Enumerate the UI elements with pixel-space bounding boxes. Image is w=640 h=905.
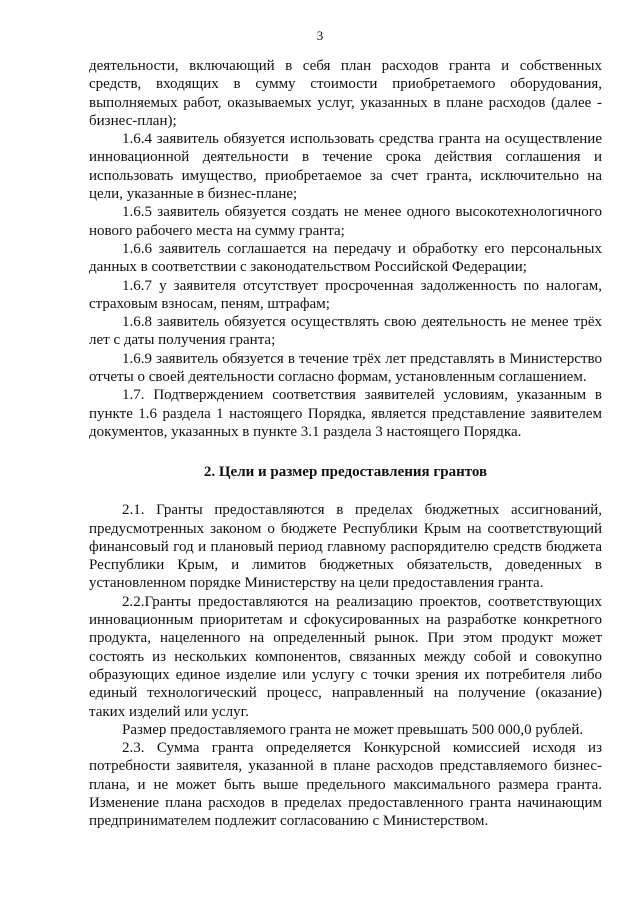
paragraph-1-6-4: 1.6.4 заявитель обязуется использовать средства гранта на осуществление инновационной деятельности в течение срока действия соглашения и использовать имущество, приобретаемое за счет гранта, исключительно на цели, указанные в бизнес-плане; bbox=[89, 131, 602, 203]
paragraph-1-7: 1.7. Подтверждением соответствия заявителей условиям, указанным в пункте 1.6 раздела 1 настоящего Порядка, является представление заявителем документов, указанных в пункте 3.1 раздела 3 настоящего Порядка. bbox=[89, 387, 602, 440]
paragraph-1-6-7: 1.6.7 у заявителя отсутствует просроченная задолженность по налогам, страховым взносам, пеням, штрафам; bbox=[89, 277, 602, 312]
paragraph-2-1: 2.1. Гранты предоставляются в пределах бюджетных ассигнований, предусмотренных законом о бюджете Республики Крым на соответствующий финансовый год и плановый период главному распорядителю средств бюджета Республики Крым, и лимитов бюджетных обязательств, доведенных в установленном порядке Министерству на цели предоставления гранта. bbox=[89, 502, 602, 592]
paragraph-2-2: 2.2.Гранты предоставляются на реализацию проектов, соответствующих инновационным приоритетам и сфокусированных на разработке конкретного продукта, нацеленного на определенный рынок. При этом продукт может состоять из нескольких компонентов, связанных между собой и совокупно образующих единое изделие или услугу с точки зрения их потребителя либо единый технологический процесс, направленный на получение (оказание) таких изделий или услуг. bbox=[89, 593, 602, 720]
paragraph-1-6-6: 1.6.6 заявитель соглашается на передачу и обработку его персональных данных в соответствии с законодательством Российской Федерации; bbox=[89, 240, 602, 276]
paragraph-1-6-8: 1.6.8 заявитель обязуется осуществлять свою деятельность не менее трёх лет с даты получения гранта; bbox=[89, 314, 602, 349]
paragraph-grant-size: Размер предоставляемого гранта не может превышать 500 000,0 рублей. bbox=[122, 721, 584, 738]
paragraph-2-3: 2.3. Сумма гранта определяется Конкурсной комиссией исходя из потребности заявителя, указанной в плане расходов представляемого бизнес-плана, и не может быть выше предельного максимального размера гранта. Изменение плана расходов в пределах предоставленного гранта начинающим предпринимателем подлежит согласованию с Министерством. bbox=[89, 740, 602, 830]
paragraph-1-6-9: 1.6.9 заявитель обязуется в течение трёх лет представлять в Министерство отчеты о своей деятельности согласно формам, установленным соглашением. bbox=[89, 350, 602, 386]
section-heading: 2. Цели и размер предоставления грантов bbox=[203, 464, 488, 481]
paragraph-1-6-5: 1.6.5 заявитель обязуется создать не менее одного высокотехнологичного нового рабочего места на сумму гранта; bbox=[89, 204, 602, 239]
document-body bbox=[89, 57, 602, 831]
paragraph-business-plan: деятельности, включающий в себя план расходов гранта и собственных средств, входящих в сумму стоимости приобретаемого оборудования, выполняемых работ, оказываемых услуг, указанных в плане расходов (далее - бизнес-план); bbox=[89, 58, 602, 129]
page-number: 3 bbox=[316, 28, 324, 43]
